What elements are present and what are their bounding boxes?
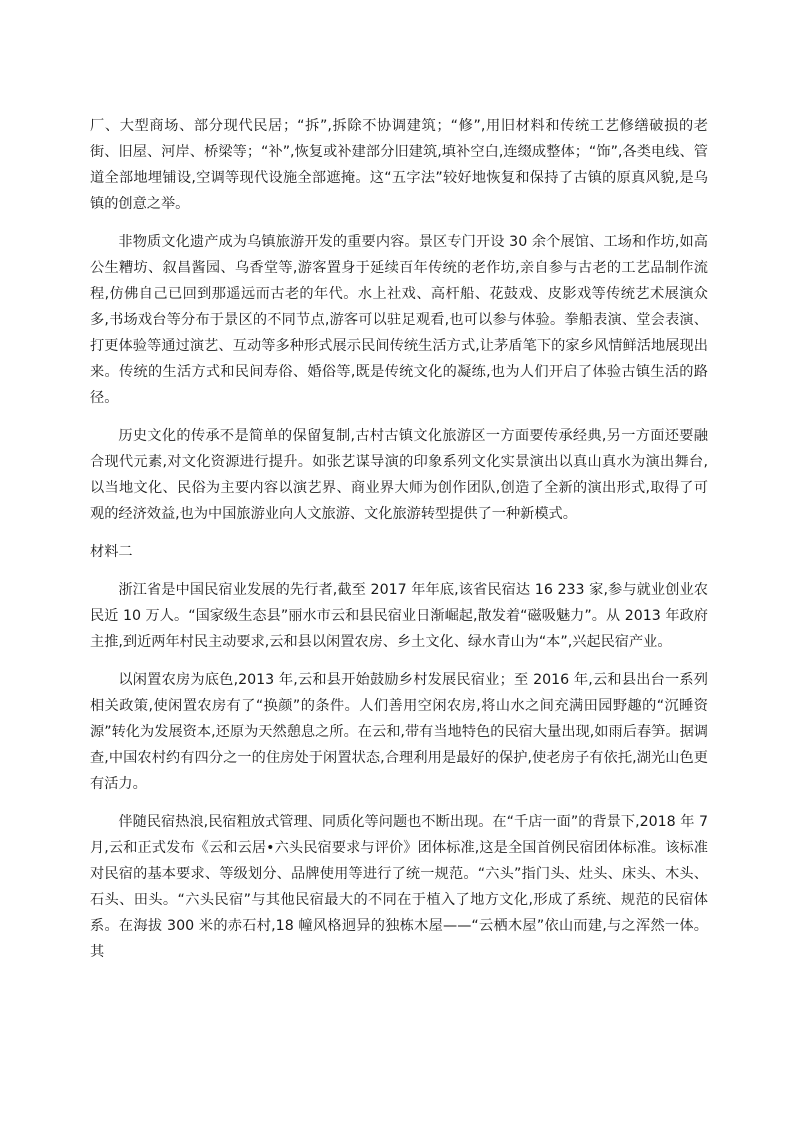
paragraph: 伴随民宿热浪,民宿粗放式管理、同质化等问题也不断出现。在“千店一面”的背景下,2018 年 7 月,云和正式发布《云和云居•六头民宿要求与评价》团体标准,这是全国首例民宿团体标准。该标准对民宿的基本要求、等级划分、品牌使用等进行了统一规范。“六头”指门头、灶头、床头、木头、石头、田头。“六头民宿”与其他民宿最大的不同在于植入了地方文化,形成了系统、规范的民宿体系。在海拔 300 米的赤石村,18 幢风格迥异的独栋木屋——“云栖木屋”依山而建,与之浑然一体。其 xyxy=(90,814,708,960)
paragraph: 历史文化的传承不是简单的保留复制,古村古镇文化旅游区一方面要传承经典,另一方面还要融合现代元素,对文化资源进行提升。如张艺谋导演的印象系列文化实景演出以真山真水为演出舞台,以当地文化、民俗为主要内容以演艺界、商业界大师为创作团队,创造了全新的演出形式,取得了可观的经济效益,也为中国旅游业向人文旅游、文化旅游转型提供了一种新模式。 xyxy=(90,428,708,522)
section-label: 材料二 xyxy=(90,544,133,560)
paragraph: 以闲置农房为底色,2013 年,云和县开始鼓励乡村发展民宿业；至 2016 年,云和县出台一系列相关政策,使闲置农房有了“换颜”的条件。人们善用空闲农房,将山水之间充满田园野趣的“沉睡资源”转化为发展资本,还原为天然憩息之所。在云和,带有当地特色的民宿大量出现,如雨后春笋。据调查,中国农村约有四分之一的住房处于闲置状态,合理利用是最好的保护,使老房子有依托,湖光山色更有活力。 xyxy=(90,672,708,792)
paragraph: 非物质文化遗产成为乌镇旅游开发的重要内容。景区专门开设 30 余个展馆、工场和作坊,如高公生糟坊、叙昌酱园、乌香堂等,游客置身于延续百年传统的老作坊,亲自参与古老的工艺品制作流程,仿佛自己已回到那遥远而古老的年代。水上社戏、高杆船、花鼓戏、皮影戏等传统艺术展演众多,书场戏台等分布于景区的不同节点,游客可以驻足观看,也可以参与体验。拳船表演、堂会表演、打更体验等通过演艺、互动等多种形式展示民间传统生活方式,让茅盾笔下的家乡风情鲜活地展现出来。传统的生活方式和民间寿俗、婚俗等,既是传统文化的凝练,也为人们开启了体验古镇生活的路径。 xyxy=(90,234,708,406)
document-page xyxy=(90,113,708,977)
paragraph-continued: 厂、大型商场、部分现代民居；“拆”,拆除不协调建筑；“修”,用旧材料和传统工艺修缮破损的老街、旧屋、河岸、桥梁等；“补”,恢复或补建部分旧建筑,填补空白,连缀成整体；“饰”,各类电线、管道全部地埋铺设,空调等现代设施全部遮掩。这“五字法”较好地恢复和保持了古镇的原真风貌,是乌镇的创意之举。 xyxy=(90,118,708,212)
paragraph: 浙江省是中国民宿业发展的先行者,截至 2017 年年底,该省民宿达 16 233 家,参与就业创业农民近 10 万人。“国家级生态县”丽水市云和县民宿业日渐崛起,散发着“磁吸魅力”。从 2013 年政府主推,到近两年村民主动要求,云和县以闲置农房、乡土文化、绿水青山为“本”,兴起民宿产业。 xyxy=(90,582,708,650)
